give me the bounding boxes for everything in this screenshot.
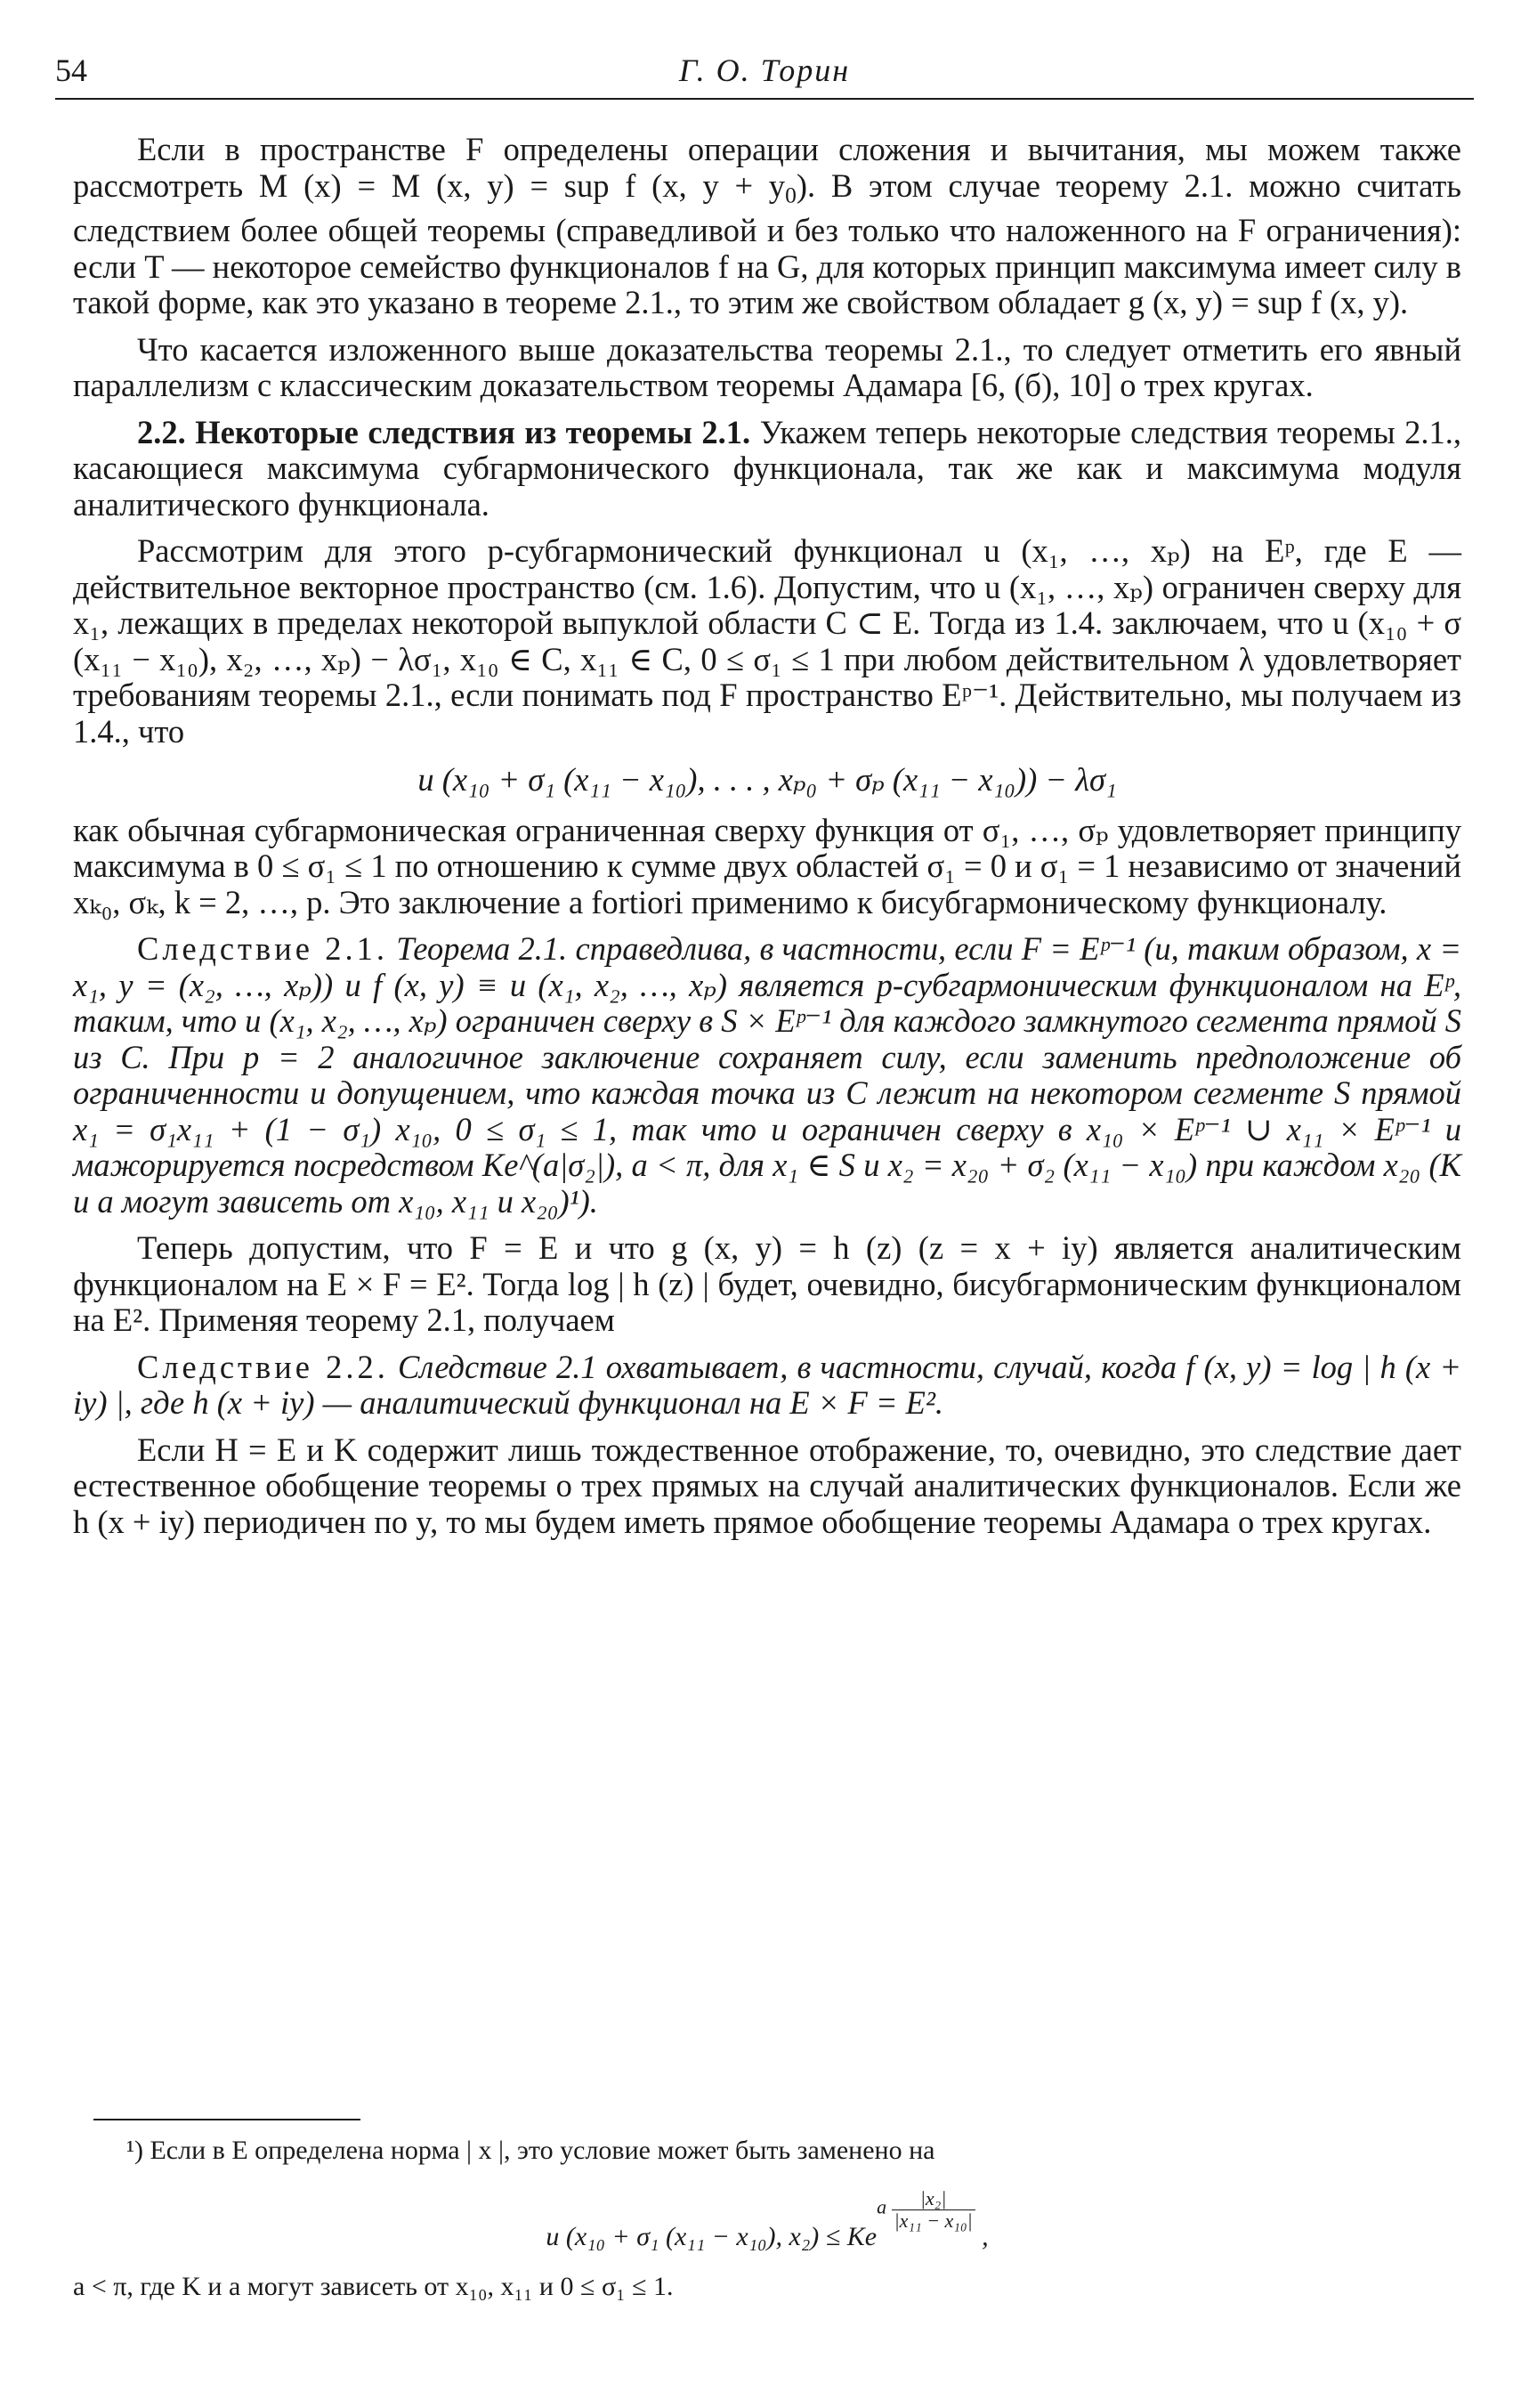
paragraph-5: Теперь допустим, что F = E и что g (x, y) = h (z) (z = x + iy) является аналитическим функционалом на E × F = E². Тогда log | h (z) | будет, очевидно, бисубгармоническим функционалом на E². Применяя теорему 2.1, получаем bbox=[73, 1229, 1461, 1339]
footnote-marker: ¹) bbox=[126, 2136, 143, 2165]
corollary-2-1 bbox=[73, 931, 1461, 1220]
article-body bbox=[73, 132, 1461, 1551]
corollary-2-2 bbox=[73, 1350, 1461, 1422]
paragraph-2: Что касается изложенного выше доказательства теоремы 2.1., то следует отметить его явный параллелизм с классическим доказательством теоремы Адамара [6, (б), 10] о трех кругах. bbox=[73, 330, 1461, 404]
corollary-label: Следствие 2.2. bbox=[137, 1348, 389, 1385]
corollary-text: Теорема 2.1. справедлива, в частности, если F = Eᵖ⁻¹ (и, таким образом, x = x₁, y = (x₂, …, xₚ)) и f (x, y) ≡ u (x₁, x₂, …, xₚ) является p-субгармоническим функционалом на Eᵖ, таким, что u (x₁, x₂, …, xₚ) ограничен сверху в S × Eᵖ⁻¹ для каждого замкнутого сегмента прямой S из C. При p = 2 аналогичное заключение сохраняет силу, если заменить предположение об ограниченности и допущением, что каждая точка из C лежит на некотором сегменте S прямой x₁ = σ₁x₁₁ + (1 − σ₁) x₁₀, 0 ≤ σ₁ ≤ 1, так что и ограничен сверху в x₁₀ × Eᵖ⁻¹ ∪ x₁₁ × Eᵖ⁻¹ и мажорируется посредством Ke^(a|σ₂|), a < π, для x₁ ∈ S и x₂ = x₂₀ + σ₂ (x₁₁ − x₁₀) при каждом x₂₀ (K и a могут зависеть от x₁₀, x₁₁ и x₂₀)¹). bbox=[73, 930, 1462, 1220]
header-rule bbox=[55, 98, 1474, 100]
running-title: Г. О. Торин bbox=[678, 53, 851, 88]
paragraph-3: Рассмотрим для этого p-субгармонический функционал u (x₁, …, xₚ) на Eᵖ, где E — действительное векторное пространство (см. 1.6). Допустим, что u (x₁, …, xₚ) ограничен сверху для x₁, лежащих в пределах некоторой выпуклой области C ⊂ E. Тогда из 1.4. заключаем, что u (x₁₀ + σ (x₁₁ − x₁₀), x₂, …, xₚ) − λσ₁, x₁₀ ∈ C, x₁₁ ∈ C, 0 ≤ σ₁ ≤ 1 при любом действительном λ удовлетворяет требованиям теоремы 2.1., если понимать под F пространство Eᵖ⁻¹. Действительно, мы получаем из 1.4., что bbox=[73, 532, 1461, 750]
footnote-line-1: ¹) Если в E определена норма | x |, это условие может быть заменено на bbox=[126, 2136, 935, 2165]
paragraph-6: Если H = E и K содержит лишь тождественное отображение, то, очевидно, это следствие дает естественное обобщение теоремы о трех прямых на случай аналитических функционалов. Если же h (x + iy) периодичен по y, то мы будем иметь прямое обобщение теоремы Адамара о трех кругах. bbox=[73, 1431, 1461, 1540]
footnote-rule bbox=[93, 2119, 360, 2120]
paragraph-1: Если в пространстве F определены операции сложения и вычитания, мы можем также рассмотреть M (x) = M (x, y) = sup f (x, $y + y_0$). В этом случае теорему 2.1. можно считать следствием более общей теоремы (справедливой и без только что наложенного на F ограничения): если T — некоторое семейство функционалов f на G, для которых принцип максимума имеет силу в такой форме, как это указано в теореме 2.1., то этим же свойством обладает g (x, y) = sup f (x, y). bbox=[73, 131, 1461, 321]
footnote bbox=[73, 2133, 1461, 2305]
running-header bbox=[55, 52, 1474, 101]
corollary-label: Следствие 2.1. bbox=[137, 930, 388, 968]
paragraph-4: как обычная субгармоническая ограниченная сверху функция от σ₁, …, σₚ удовлетворяет принципу максимума в 0 ≤ σ₁ ≤ 1 по отношению к сумме двух областей σ₁ = 0 и σ₁ = 1 независимо от значений xₖ₀, σₖ, k = 2, …, p. Это заключение a fortiori применимо к бисубгармоническому функционалу. bbox=[73, 811, 1461, 920]
footnote-line-3: a < π, где K и a могут зависеть от x₁₀, x₁₁ и 0 ≤ σ₁ ≤ 1. bbox=[73, 2271, 674, 2301]
formula-exponent: a $\frac{\text{|x₂|}}{\text{|x₁₁ − x₁₀|}}$ bbox=[877, 2188, 975, 2257]
section-heading: 2.2. Некоторые следствия из теоремы 2.1. bbox=[137, 413, 751, 450]
page-number: 54 bbox=[55, 53, 87, 88]
exponent-fraction: $\frac{\text{|x₂|}}{\text{|x₁₁ − x₁₀|}}$ bbox=[892, 2188, 975, 2232]
display-formula: u (x₁₀ + σ₁ (x₁₁ − x₁₀), . . . , xₚ₀ + σₚ (x₁₁ − x₁₀)) − λσ₁ bbox=[417, 761, 1117, 799]
corollary-text: Следствие 2.1 охватывает, в частности, случай, когда f (x, y) = log | h (x + iy) |, где h (x + iy) — аналитический функционал на E × F = E². bbox=[73, 1348, 1461, 1422]
footnote-formula: u (x₁₀ + σ₁ (x₁₁ − x₁₀), x₂) ≤ Kea $\frac{\text{|x₂|}}{\text{|x₁₁ − x₁₀|}}$ , bbox=[73, 2188, 1461, 2257]
section-2-2: 2.2. Некоторые следствия из теоремы 2.1. Укажем теперь некоторые следствия теоремы 2.1., касающиеся максимума субгармонического функционала, так же как и максимума модуля аналитического функционала. bbox=[73, 413, 1462, 523]
